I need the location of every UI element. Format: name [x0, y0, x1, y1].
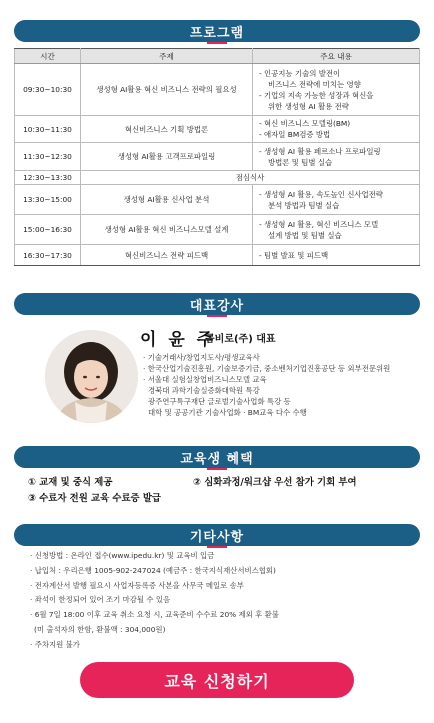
lunch-label: 점심식사	[81, 171, 420, 185]
benefit-item: ② 심화과정/워크샵 우선 참가 기회 부여	[193, 477, 357, 488]
career-item: · 서울대 실험실창업비즈니스모델 교육	[143, 375, 267, 384]
table-row	[15, 215, 420, 245]
content-line: - 팀별 발표 및 피드백	[259, 250, 329, 260]
content-line: - 생성형 AI 활용, 혁신 비즈니스 모델	[259, 219, 379, 229]
row-time: 15:00~16:30	[15, 215, 81, 245]
career-item: 경북대 과학기술실증화대학원 특강	[148, 386, 260, 395]
content-line: 분석 방법과 팀별 실습	[268, 200, 340, 210]
career-item: 광주연구특구재단 글로벌기술사업화 특강 등	[148, 397, 291, 406]
career-item: 대학 및 공공기관 기술사업화 · BM교육 다수 수행	[148, 408, 307, 417]
note-item: · 좌석이 한정되어 있어 조기 마감될 수 있음	[30, 595, 171, 605]
table-row	[15, 143, 420, 171]
benefits-section-header	[14, 446, 420, 468]
speaker-portrait-icon	[45, 330, 138, 423]
table-row-lunch	[15, 171, 420, 185]
row-content	[253, 64, 420, 116]
benefit-item: ③ 수료자 전원 교육 수료증 발급	[28, 493, 161, 504]
note-item: (미 출석자의 한함, 환불액 : 304,000원)	[34, 624, 166, 634]
row-content	[253, 116, 420, 143]
row-content	[253, 245, 420, 266]
content-line: - 혁신 비즈니스 모델링(BM)	[259, 119, 351, 128]
header-content: 주요 내용	[253, 49, 420, 64]
career-item: · 기술거래사/창업지도사/평생교육사	[143, 353, 260, 362]
row-time: 12:30~13:30	[15, 171, 81, 185]
row-time: 16:30~17:30	[15, 245, 81, 266]
table-row	[15, 64, 420, 116]
program-section-header	[14, 20, 420, 42]
notes-list	[30, 549, 279, 653]
speaker-photo	[45, 330, 138, 423]
content-line: 설계 방법 및 팀별 실습	[268, 230, 342, 240]
apply-button[interactable]	[80, 662, 354, 698]
content-line: - 애자일 BM검증 방법	[259, 130, 331, 139]
header-topic: 주제	[81, 49, 253, 64]
note-item: · 6월 7일 18:00 이후 교육 취소 요청 시, 교육준비 수수료 20% 제외 후 환불	[30, 610, 279, 620]
table-row	[15, 185, 420, 215]
content-line: 비즈니스 전략에 미치는 영향	[268, 79, 361, 89]
program-header-accent	[207, 42, 227, 44]
note-item: · 신청방법 : 온라인 접수(www.ipedu.kr) 및 교육비 입금	[30, 551, 215, 560]
notes-section-header	[14, 524, 420, 546]
speaker-company: 콤비로(주) 대표	[205, 334, 276, 345]
program-title: 프로그램	[189, 25, 245, 41]
note-item: · 주차지원 불가	[30, 639, 80, 649]
row-time: 13:30~15:00	[15, 185, 81, 215]
benefits-header-accent	[207, 468, 227, 470]
row-time: 11:30~12:30	[15, 143, 81, 171]
table-header-row	[15, 49, 420, 64]
program-table	[14, 48, 420, 266]
content-line: - 기업의 지속 가능한 성장과 혁신을	[259, 90, 374, 100]
benefit-item: ① 교재 및 중식 제공	[28, 477, 113, 488]
speaker-section-title: 대표강사	[189, 298, 245, 314]
note-item: · 전자계산서 발행 필요시 사업자등록증 사본을 사무국 메일로 송부	[30, 580, 244, 590]
content-line: 위한 생성형 AI 활용 전략	[268, 101, 349, 111]
note-item: · 납입처 : 우리은행 1005-902-247024 (예금주 : 한국지식재산서비스협회)	[30, 565, 276, 575]
notes-title: 기타사항	[189, 529, 245, 545]
speaker-career-list	[143, 352, 390, 418]
apply-button-label: 교육 신청하기	[164, 671, 270, 691]
content-line: - 생성형 AI 활용 페르소나 프로파일링	[259, 146, 381, 156]
header-time: 시간	[15, 49, 81, 64]
row-content	[253, 185, 420, 215]
table-row	[15, 245, 420, 266]
row-topic: 생성형 AI활용 혁신 비즈니스 전략의 필요성	[81, 64, 253, 116]
row-topic: 혁신비즈니스 기획 방법론	[81, 116, 253, 143]
row-topic: 생성형 AI활용 고객프로파일링	[81, 143, 253, 171]
table-row	[15, 116, 420, 143]
career-item: · 한국산업기술진흥원, 기술보증기금, 중소벤처기업진흥공단 등 외부전문위원	[143, 364, 391, 373]
row-topic: 생성형 AI활용 신사업 분석	[81, 185, 253, 215]
row-time: 09:30~10:30	[15, 64, 81, 116]
notes-header-accent	[207, 546, 227, 548]
speaker-section-header	[14, 293, 420, 315]
row-topic: 생성형 AI활용 혁신 비즈니스모델 설계	[81, 215, 253, 245]
benefits-title: 교육생 혜택	[180, 451, 254, 467]
content-line: - 생성형 AI 활용, 속도높인 신사업전략	[259, 189, 383, 199]
speaker-name: 이 윤 주	[140, 330, 217, 350]
row-content	[253, 143, 420, 171]
content-line: 방법론 및 팀별 실습	[268, 157, 333, 167]
speaker-header-accent	[207, 315, 227, 317]
row-content	[253, 215, 420, 245]
row-topic: 혁신비즈니스 전략 피드백	[81, 245, 253, 266]
row-time: 10:30~11:30	[15, 116, 81, 143]
content-line: - 인공지능 기술의 발전이	[259, 68, 341, 78]
